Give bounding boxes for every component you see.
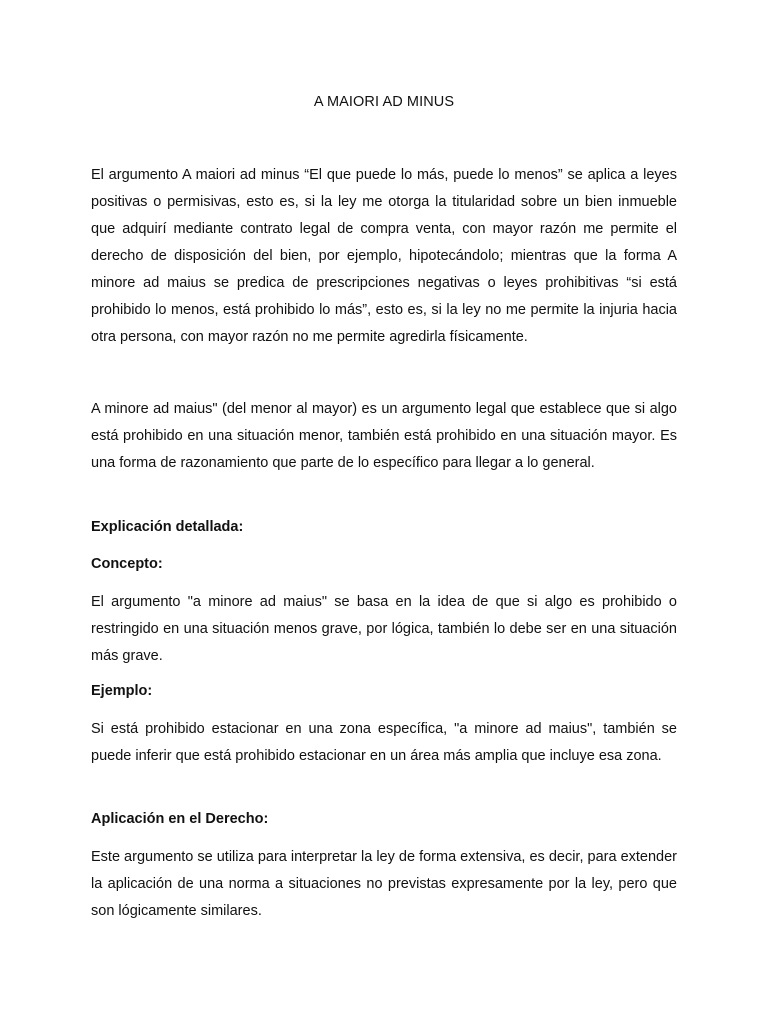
paragraph-aplicacion: Este argumento se utiliza para interpretar la ley de forma extensiva, es decir, para extender la aplicación de una norma a situaciones no previstas expresamente por la ley, pero que son lógicamente similares. — [91, 849, 677, 919]
paragraph-a-minore-ad-maius: A minore ad maius" (del menor al mayor) es un argumento legal que establece que si algo está prohibido en una situación menor, también está prohibido en una situación mayor. Es una forma de razonamiento que parte de lo específico para llegar a lo general. — [91, 401, 677, 471]
heading-concepto: Concepto: — [91, 556, 163, 572]
heading-aplicacion-en-el-derecho: Aplicación en el Derecho: — [91, 811, 269, 827]
heading-ejemplo: Ejemplo: — [91, 683, 153, 699]
paragraph-ejemplo: Si está prohibido estacionar en una zona específica, "a minore ad maius", también se puede inferir que está prohibido estacionar en un área más amplia que incluye esa zona. — [91, 721, 677, 764]
document-title: A MAIORI AD MINUS — [313, 94, 455, 110]
paragraph-a-maiori-ad-minus: El argumento A maiori ad minus “El que puede lo más, puede lo menos” se aplica a leyes positivas o permisivas, esto es, si la ley me otorga la titularidad sobre un bien inmueble que adquirí mediante contrato legal de compra venta, con mayor razón me permite el derecho de disposición del bien, por ejemplo, hipotecándolo; mientras que la forma A minore ad maius se predica de prescripciones negativas o leyes prohibitivas “si está prohibido lo menos, está prohibido lo más”, esto es, si la ley no me permite la injuria hacia otra persona, con mayor razón no me permite agredirla físicamente. — [91, 167, 677, 345]
heading-explicacion-detallada: Explicación detallada: — [91, 519, 244, 535]
paragraph-concepto: El argumento "a minore ad maius" se basa en la idea de que si algo es prohibido o restringido en una situación menos grave, por lógica, también lo debe ser en una situación más grave. — [91, 594, 677, 664]
